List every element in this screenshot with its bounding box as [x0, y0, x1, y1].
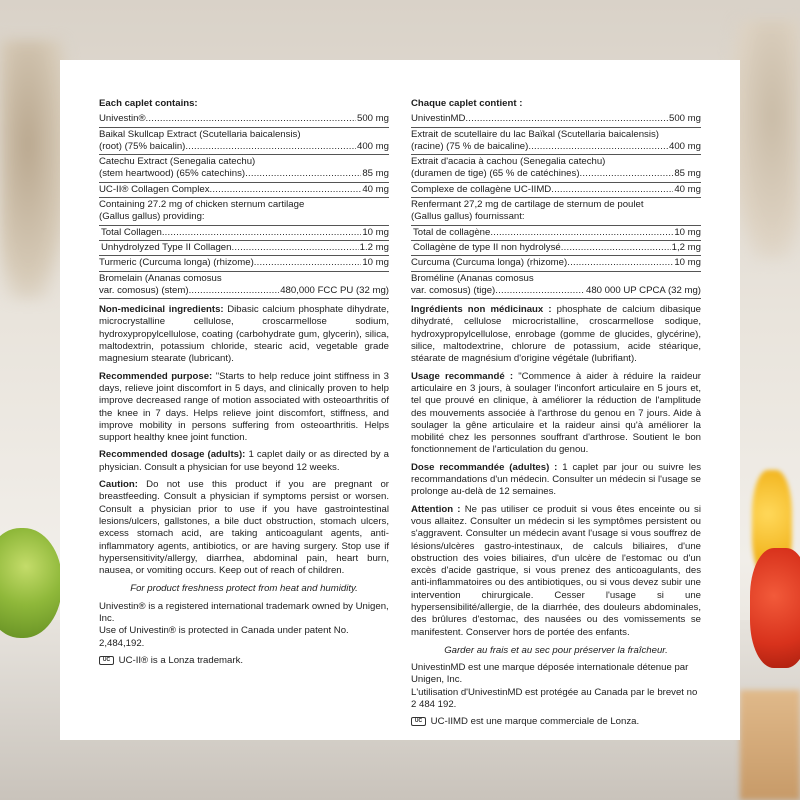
- leader-dots: [561, 242, 671, 254]
- caution-section: [99, 479, 389, 577]
- ingredient-label: (root) (75% baicalin): [99, 140, 186, 152]
- section-title: Ingrédients non médicinaux :: [411, 304, 552, 316]
- ingredient-row: [411, 285, 701, 297]
- ingredient-amount: 85 mg: [674, 168, 701, 180]
- divider: [411, 182, 701, 183]
- ingredient-row: [99, 184, 389, 196]
- section-text: Do not use this product if you are pregnant or breastfeeding. Consult a physician if symptoms persist or worsen. Consult a physician prior to use if you have gastrointestinal lesions/ulcers, gallstones, a bile duct obstruction, stomach ulcers, excess stomach acid, are taking anticoagulant agents, anti-inflammatory agents, antibiotics, or are having surgery. Stop use if hypersensitivity/allergy, diarrhea, abdominal pain, heart burn, nausea, or vomiting occurs. Keep out of reach of children.: [99, 479, 389, 577]
- divider: [411, 154, 701, 155]
- ingredient-amount: 40 mg: [674, 183, 701, 195]
- purpose-section: [99, 371, 389, 445]
- ingredient-row: [411, 168, 701, 180]
- ingredient-label: (racine) (75 % de baicaline): [411, 140, 529, 152]
- divider: [99, 298, 389, 299]
- ingredient-row: [99, 257, 389, 269]
- ingredient-amount: 400 mg: [357, 140, 389, 152]
- divider: [99, 225, 389, 226]
- ingredient-line: Renfermant 27,2 mg de cartilage de sternum de poulet: [411, 199, 644, 211]
- divider: [411, 255, 701, 256]
- lonza-text: UC-II® is a Lonza trademark.: [118, 654, 244, 666]
- divider: [99, 197, 389, 198]
- lonza-trademark: [411, 716, 701, 728]
- patent-line: L'utilisation d'UnivestinMD est protégée au Canada par le brevet no 2 484 192.: [411, 686, 698, 711]
- ingredient-amount: 1.2 mg: [359, 241, 389, 253]
- ingredient-line: Containing 27.2 mg of chicken sternum cartilage: [99, 199, 305, 211]
- divider: [99, 240, 389, 241]
- trademark-line: UnivestinMD est une marque déposée internationale détenue par Unigen, Inc.: [411, 662, 689, 686]
- section-text: Ne pas utiliser ce produit si vous êtes enceinte ou si vous allaitez. Consulter un médecin si les symptômes persistent ou s'aggravent. Consulter un médecin avant l'usage si vous souffrez de lésions/ulcères gastro-intestinaux, de calculs biliaires, d'une obstruction des voies biliaires, d'un ulcère de l'estomac ou d'un excès d'acide gastrique, si vous prenez des anticoagulants, des anti-inflammatoires ou des antibiotiques, ou si vous devez subir une intervention chirurgicale. Cesser l'usage si une hypersensibilité/allergie, de la diarrhée, des douleurs abdominales, des brûlures d'estomac, des nausées ou des vomissements se manifestent. Conserver hors de portée des enfants.: [411, 503, 701, 638]
- ingredient-line: (Gallus gallus) fournissant:: [411, 211, 525, 223]
- divider: [411, 127, 701, 128]
- label-panel: [60, 60, 740, 740]
- leader-dots: [551, 184, 673, 196]
- cutting-board: [740, 690, 800, 800]
- ingredient-label: UC-II® Collagen Complex: [99, 183, 210, 195]
- dosage-section: [411, 462, 701, 499]
- section-title: Dose recommandée (adultes) :: [411, 461, 558, 473]
- ingredient-row: [411, 257, 701, 269]
- section-text: 1 caplet daily or as directed by a physician. Consult a physician for use beyond 12 weeks.: [99, 449, 389, 473]
- section-text: phosphate de calcium dibasique dihydraté, cellulose microcristalline, croscarmellose sodique, hydroxypropylcellulose, enrobage (gomme de glucides, glycérine), silice, maltodextrine, chlorure de potassium, acide stéarique, stéarate de magnésium d'origine végétale (lubrifiant).: [411, 304, 701, 365]
- purpose-section: [411, 371, 701, 457]
- section-text: "Commence à aider à réduire la raideur articulaire en 3 jours, à soulager l'inconfort articulaire en 5 jours et, tel que prouvé en clinique, à améliorer la réduction de l'amplitude des mouvements associée à l'arthrose du genou en 7 jours. Aide à soulager la gêne articulaire et la raideur ainsi qu'à améliorer la mobilité chez les personnes souffrant d'arthrose. Soutient le bon fonctionnement de l'articulation du genou.: [411, 370, 701, 456]
- ingredient-row: [99, 227, 389, 239]
- ingredient-label: Complexe de collagène UC-IIMD: [411, 183, 552, 195]
- ingredient-row: [411, 141, 701, 153]
- background-shelf-right: [730, 20, 800, 260]
- ingredient-amount: 40 mg: [362, 183, 389, 195]
- ingredient-label: Univestin®: [99, 113, 146, 125]
- uc-ii-logo-icon: UC: [411, 717, 426, 726]
- divider: [411, 197, 701, 198]
- section-title: Recommended purpose:: [99, 370, 213, 382]
- ingredient-label: Collagène de type II non hydrolysé: [413, 241, 561, 253]
- ingredient-line: Extrait d'acacia à cachou (Senegalia catechu): [411, 156, 606, 168]
- ingredient-line: Bromelain (Ananas comosus: [99, 272, 222, 284]
- lonza-trademark: [99, 655, 389, 667]
- ingredient-label: Total de collagène: [413, 226, 491, 238]
- ingredient-row: [99, 141, 389, 153]
- section-title: Usage recommandé :: [411, 370, 514, 382]
- ingredients-heading: Each caplet contains:: [99, 98, 198, 109]
- ingredient-label: Total Collagen: [101, 226, 162, 238]
- french-column: [411, 98, 701, 729]
- divider: [99, 255, 389, 256]
- ingredient-amount: 85 mg: [362, 168, 389, 180]
- divider: [411, 298, 701, 299]
- leader-dots: [231, 242, 358, 254]
- divider: [411, 271, 701, 272]
- divider: [99, 271, 389, 272]
- caution-section: [411, 504, 701, 639]
- ingredient-amount: 500 mg: [669, 113, 701, 125]
- ingredient-amount: 400 mg: [669, 140, 701, 152]
- ingredient-row: [99, 168, 389, 180]
- divider: [99, 182, 389, 183]
- ingredient-row: [99, 242, 389, 254]
- ingredient-line: Broméline (Ananas comosus: [411, 272, 534, 284]
- ingredient-amount: 480 000 UP CPCA (32 mg): [585, 284, 701, 296]
- ingredient-row: [99, 113, 389, 125]
- section-title: Recommended dosage (adults):: [99, 449, 246, 461]
- uc-ii-logo-icon: UC: [99, 656, 114, 665]
- english-column: [99, 98, 389, 667]
- nonmedicinal-section: [411, 304, 701, 365]
- lonza-text: UC-IIMD est une marque commerciale de Lonza.: [430, 716, 640, 728]
- ingredient-list: [411, 113, 701, 299]
- ingredient-amount: 10 mg: [362, 257, 389, 269]
- leader-dots: [567, 257, 673, 269]
- ingredient-label: (stem heartwood) (65% catechins): [99, 168, 246, 180]
- leader-dots: [495, 285, 585, 297]
- section-text: Dibasic calcium phosphate dihydrate, microcrystalline cellulose, croscarmellose sodium, hydroxypropylcellulose, coating (carbohydrate gum, glycerin), silica, maltodextrin, potassium chloride, stearic acid, vegetable grade magnesium stearate (lubricant).: [99, 304, 390, 365]
- section-title: Caution:: [99, 479, 138, 491]
- patent-line: Use of Univestin® is protected in Canada under patent No. 2,484,192.: [99, 625, 349, 649]
- section-text: "Starts to help reduce joint stiffness in 3 days, relieve joint discomfort in 5 days, and clinically proven to help improve decreased range of motion associated with osteoarthritis of the knee in 7 days. Helps relieve joint discomfort, stiffness, and improve mobility in persons suffering from osteoarthritis. Helps support healthy knee joint function.: [99, 370, 390, 444]
- leader-dots: [162, 227, 362, 239]
- leader-dots: [245, 168, 361, 180]
- ingredient-label: (duramen de tige) (65 % de catéchines): [411, 168, 580, 180]
- red-pepper: [750, 548, 800, 668]
- ingredient-amount: 1,2 mg: [671, 241, 701, 253]
- ingredient-line: Baikal Skullcap Extract (Scutellaria baicalensis): [99, 128, 301, 140]
- ingredient-amount: 500 mg: [357, 113, 389, 125]
- ingredients-heading: Chaque caplet contient :: [411, 98, 523, 109]
- leader-dots: [146, 113, 356, 125]
- ingredient-label: UnivestinMD: [411, 113, 466, 125]
- ingredient-row: [411, 227, 701, 239]
- ingredient-amount: 10 mg: [674, 257, 701, 269]
- divider: [411, 240, 701, 241]
- ingredient-label: Unhydrolyzed Type II Collagen: [101, 241, 232, 253]
- leader-dots: [580, 168, 674, 180]
- nonmedicinal-section: [99, 304, 389, 365]
- leader-dots: [465, 113, 668, 125]
- freshness-note: For product freshness protect from heat and humidity.: [130, 583, 358, 595]
- ingredient-row: [411, 113, 701, 125]
- ingredient-line: (Gallus gallus) providing:: [99, 211, 205, 223]
- section-title: Non-medicinal ingredients:: [99, 304, 224, 316]
- divider: [411, 225, 701, 226]
- ingredient-label: var. comosus) (tige): [411, 284, 496, 296]
- ingredient-amount: 10 mg: [674, 226, 701, 238]
- ingredient-row: [411, 184, 701, 196]
- trademark-line: Univestin® is a registered international trademark owned by Unigen, Inc.: [99, 600, 389, 624]
- leader-dots: [254, 257, 362, 269]
- section-title: Attention :: [411, 503, 461, 515]
- divider: [99, 154, 389, 155]
- leader-dots: [210, 184, 362, 196]
- freshness-note: Garder au frais et au sec pour préserver la fraîcheur.: [444, 644, 668, 656]
- leader-dots: [528, 141, 668, 153]
- ingredient-line: Catechu Extract (Senegalia catechu): [99, 156, 256, 168]
- leader-dots: [185, 141, 356, 153]
- leader-dots: [189, 285, 280, 297]
- ingredient-row: [411, 242, 701, 254]
- ingredient-row: [99, 285, 389, 297]
- ingredient-label: Curcuma (Curcuma longa) (rhizome): [411, 257, 568, 269]
- ingredient-label: Turmeric (Curcuma longa) (rhizome): [99, 257, 254, 269]
- ingredient-label: var. comosus) (stem): [99, 284, 189, 296]
- divider: [99, 127, 389, 128]
- ingredient-list: [99, 113, 389, 299]
- ingredient-amount: 10 mg: [362, 226, 389, 238]
- section-text: 1 caplet par jour ou suivre les recommandations d'un médecin. Consulter un médecin si l'usage se prolonge au-delà de 12 semaines.: [411, 461, 701, 498]
- ingredient-line: Extrait de scutellaire du lac Baïkal (Scutellaria baicalensis): [411, 128, 659, 140]
- leader-dots: [490, 227, 673, 239]
- dosage-section: [99, 449, 389, 474]
- ingredient-amount: 480,000 FCC PU (32 mg): [280, 284, 389, 296]
